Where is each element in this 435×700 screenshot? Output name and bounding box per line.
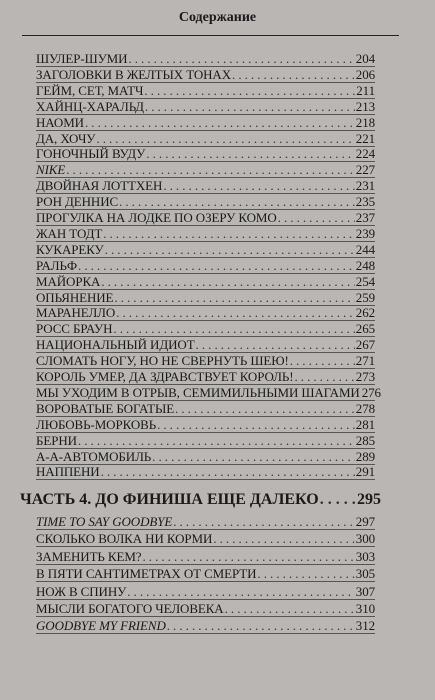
toc-entry-title: РАЛЬФ — [36, 257, 78, 273]
dot-leader — [114, 290, 354, 306]
toc-entry — [36, 305, 375, 321]
toc-entry — [36, 226, 375, 242]
dot-leader — [116, 305, 355, 321]
toc-entry — [36, 384, 381, 401]
toc-entry-title: ШУЛЕР-ШУМИ — [36, 51, 128, 66]
dot-leader — [66, 162, 355, 178]
toc-entry-page-number: 227 — [355, 162, 375, 178]
dot-leader — [232, 67, 355, 83]
toc-entry-title: КОРОЛЬ УМЕР, ДА ЗДРАВСТВУЕТ КОРОЛЬ! — [36, 369, 294, 384]
toc-entry-page-number: 300 — [355, 531, 375, 547]
toc-entry — [36, 194, 375, 210]
toc-entry-page-number: 248 — [355, 257, 375, 273]
toc-entry — [36, 618, 375, 634]
toc-entry-title: ПРОГУЛКА НА ЛОДКЕ ПО ОЗЕРУ КОМО — [36, 210, 277, 225]
dot-leader — [167, 618, 355, 634]
toc-entry — [36, 99, 375, 115]
toc-entry-page-number: 285 — [355, 432, 375, 448]
dot-leader — [278, 210, 355, 226]
toc-entry-title: ЗАМЕНИТЬ КЕМ? — [36, 548, 142, 564]
dot-leader — [175, 401, 355, 417]
toc-entry — [36, 401, 375, 417]
toc-entry-page-number: 271 — [355, 353, 375, 369]
dot-leader — [85, 115, 355, 131]
toc-entry-page-number: 213 — [355, 98, 375, 114]
toc-entry-page-number: 289 — [355, 448, 375, 464]
toc-entry-title: А-А-АВТОМОБИЛЬ — [36, 448, 152, 464]
dot-leader — [146, 146, 355, 162]
toc-entry-title: ЖАН ТОДТ — [36, 225, 103, 241]
toc-entry-title: МАРАНЕЛЛО — [36, 305, 116, 321]
dot-leader — [157, 417, 355, 433]
toc-entry-title: РОСС БРАУН — [36, 321, 113, 337]
dot-leader — [173, 514, 355, 530]
toc-entry-title: ОПЬЯНЕНИЕ — [36, 289, 114, 305]
toc-entry-page-number: 204 — [355, 51, 375, 66]
toc-entry-page-number: 265 — [355, 321, 375, 337]
dot-leader — [101, 464, 355, 480]
dot-leader — [103, 226, 355, 242]
toc-entry — [36, 464, 375, 480]
toc-entry-title: В ПЯТИ САНТИМЕТРАХ ОТ СМЕРТИ — [36, 566, 257, 582]
row-rule — [36, 599, 375, 600]
row-rule — [36, 616, 375, 617]
dot-leader — [78, 258, 355, 274]
toc-entry-page-number: 262 — [355, 305, 375, 321]
toc-entry-title: ДА, ХОЧУ — [36, 130, 96, 146]
toc-entry-title: НАЦИОНАЛЬНЫЙ ИДИОТ — [36, 337, 195, 353]
part-title: ЧАСТЬ 4. ДО ФИНИША ЕЩЕ ДАЛЕКО — [20, 491, 319, 508]
toc-entry — [36, 274, 375, 290]
dot-leader — [113, 321, 354, 337]
dot-leader — [196, 337, 355, 353]
toc-entry-page-number: 254 — [355, 273, 375, 289]
toc-entry — [36, 601, 375, 617]
toc-entry — [36, 51, 375, 67]
dot-leader — [101, 274, 354, 290]
toc-entry — [36, 290, 375, 306]
toc-entry-title: БЕРНИ — [36, 432, 77, 448]
dot-leader — [96, 131, 354, 147]
toc-entry — [36, 549, 375, 565]
toc-entry — [36, 146, 375, 162]
toc-entry-title: МАЙОРКА — [36, 273, 101, 289]
toc-entry-page-number: 278 — [355, 400, 375, 416]
toc-entry — [36, 584, 375, 600]
toc-entry-page-number: 273 — [355, 369, 375, 384]
toc-entry-title: ХАЙНЦ-ХАРАЛЬД — [36, 98, 144, 114]
toc-entry — [36, 115, 375, 131]
toc-entry-page-number: 211 — [356, 82, 375, 98]
toc-entry-page-number: 312 — [355, 618, 375, 634]
toc-entry-title: ДВОЙНАЯ ЛОТТХЕН — [36, 178, 163, 194]
row-rule — [36, 479, 375, 480]
toc-entry-page-number: 310 — [355, 601, 375, 616]
dot-leader — [290, 353, 355, 369]
toc-entry-title: NIKE — [36, 162, 66, 178]
toc-entry — [36, 369, 375, 385]
dot-leader — [213, 531, 354, 547]
toc-entry-title: GOODBYE MY FRIEND — [36, 618, 166, 634]
toc-entry-page-number: 259 — [355, 289, 375, 305]
toc-entry — [36, 258, 375, 274]
row-rule — [36, 529, 375, 530]
row-rule — [36, 581, 375, 582]
toc-entry — [36, 337, 375, 353]
toc-entry-title: ГОНОЧНЫЙ ВУДУ — [36, 146, 146, 162]
toc-entry-page-number: 244 — [355, 241, 375, 257]
dot-leader — [320, 491, 356, 509]
toc-entry — [36, 417, 375, 433]
toc-entry-title: НАППЕНИ — [36, 464, 100, 480]
toc-entry — [36, 210, 375, 226]
toc-entry — [36, 449, 375, 465]
dot-leader — [128, 51, 354, 67]
dot-leader — [163, 178, 354, 194]
toc-entry-title: КУКАРЕКУ — [36, 241, 104, 257]
dot-leader — [294, 369, 354, 385]
row-rule — [36, 564, 375, 565]
toc-entry-title: НОЖ В СПИНУ — [36, 583, 127, 599]
dot-leader — [152, 449, 355, 465]
toc-entry — [36, 178, 375, 194]
toc-entry-title: МЫСЛИ БОГАТОГО ЧЕЛОВЕКА — [36, 601, 224, 616]
part-heading — [20, 491, 381, 509]
toc-entry-title: СКОЛЬКО ВОЛКА НИ КОРМИ — [36, 531, 213, 547]
toc-entry-title: СЛОМАТЬ НОГУ, НО НЕ СВЕРНУТЬ ШЕЮ! — [36, 353, 289, 369]
toc-entry-title: ЗАГОЛОВКИ В ЖЕЛТЫХ ТОНАХ — [36, 66, 232, 82]
toc-entry-page-number: 267 — [355, 337, 375, 353]
dot-leader — [144, 83, 355, 99]
dot-leader — [127, 584, 355, 600]
toc-entry-page-number: 218 — [355, 114, 375, 130]
toc-entry — [36, 514, 375, 530]
toc-entry-title: МЫ УХОДИМ В ОТРЫВ, СЕМИМИЛЬНЫМИ ШАГАМИ — [36, 384, 360, 400]
toc-entry-page-number: 231 — [355, 178, 375, 194]
dot-leader — [78, 433, 355, 449]
toc-entry-page-number: 224 — [355, 146, 375, 162]
row-rule — [36, 633, 375, 634]
part-page-number: 295 — [357, 491, 381, 508]
toc-entry-page-number: 239 — [355, 225, 375, 241]
toc-entry-page-number: 297 — [355, 514, 375, 529]
toc-entry — [36, 242, 375, 258]
toc-entry-page-number: 281 — [355, 416, 375, 432]
dot-leader — [119, 194, 355, 210]
toc-entry — [36, 566, 375, 582]
toc-entry — [36, 531, 375, 547]
dot-leader — [257, 566, 354, 582]
dot-leader — [145, 99, 355, 115]
toc-entry-page-number: 206 — [355, 66, 375, 82]
toc-entry-title: TIME TO SAY GOODBYE — [36, 514, 173, 529]
toc-entry — [36, 433, 375, 449]
toc-entry-page-number: 305 — [355, 566, 375, 582]
toc-entry — [36, 162, 375, 178]
header-rule — [22, 35, 399, 36]
toc-entry-page-number: 276 — [361, 384, 381, 400]
row-rule — [36, 546, 375, 547]
toc-entry-title: ВОРОВАТЫЕ БОГАТЫЕ — [36, 400, 175, 416]
toc-entry-title: ГЕЙМ, СЕТ, МАТЧ — [36, 82, 144, 98]
toc-entry — [36, 83, 375, 99]
toc-entry-title: РОН ДЕННИС — [36, 194, 119, 210]
page-header-title: Содержание — [178, 10, 257, 25]
dot-leader — [105, 242, 355, 258]
toc-entry-page-number: 221 — [355, 130, 375, 146]
toc-entry — [36, 131, 375, 147]
toc-entry-page-number: 303 — [355, 548, 375, 564]
toc-entry-page-number: 235 — [355, 194, 375, 210]
toc-entry — [36, 321, 375, 337]
toc-entry-page-number: 307 — [355, 583, 375, 599]
toc-entry-page-number: 291 — [355, 464, 375, 480]
toc-entry-title: ЛЮБОВЬ-МОРКОВЬ — [36, 416, 157, 432]
dot-leader — [225, 601, 355, 617]
toc-entry-page-number: 237 — [355, 210, 375, 225]
toc-entry — [36, 353, 375, 369]
toc-entry-title: НАОМИ — [36, 114, 84, 130]
toc-entry — [36, 67, 375, 83]
dot-leader — [142, 549, 354, 565]
